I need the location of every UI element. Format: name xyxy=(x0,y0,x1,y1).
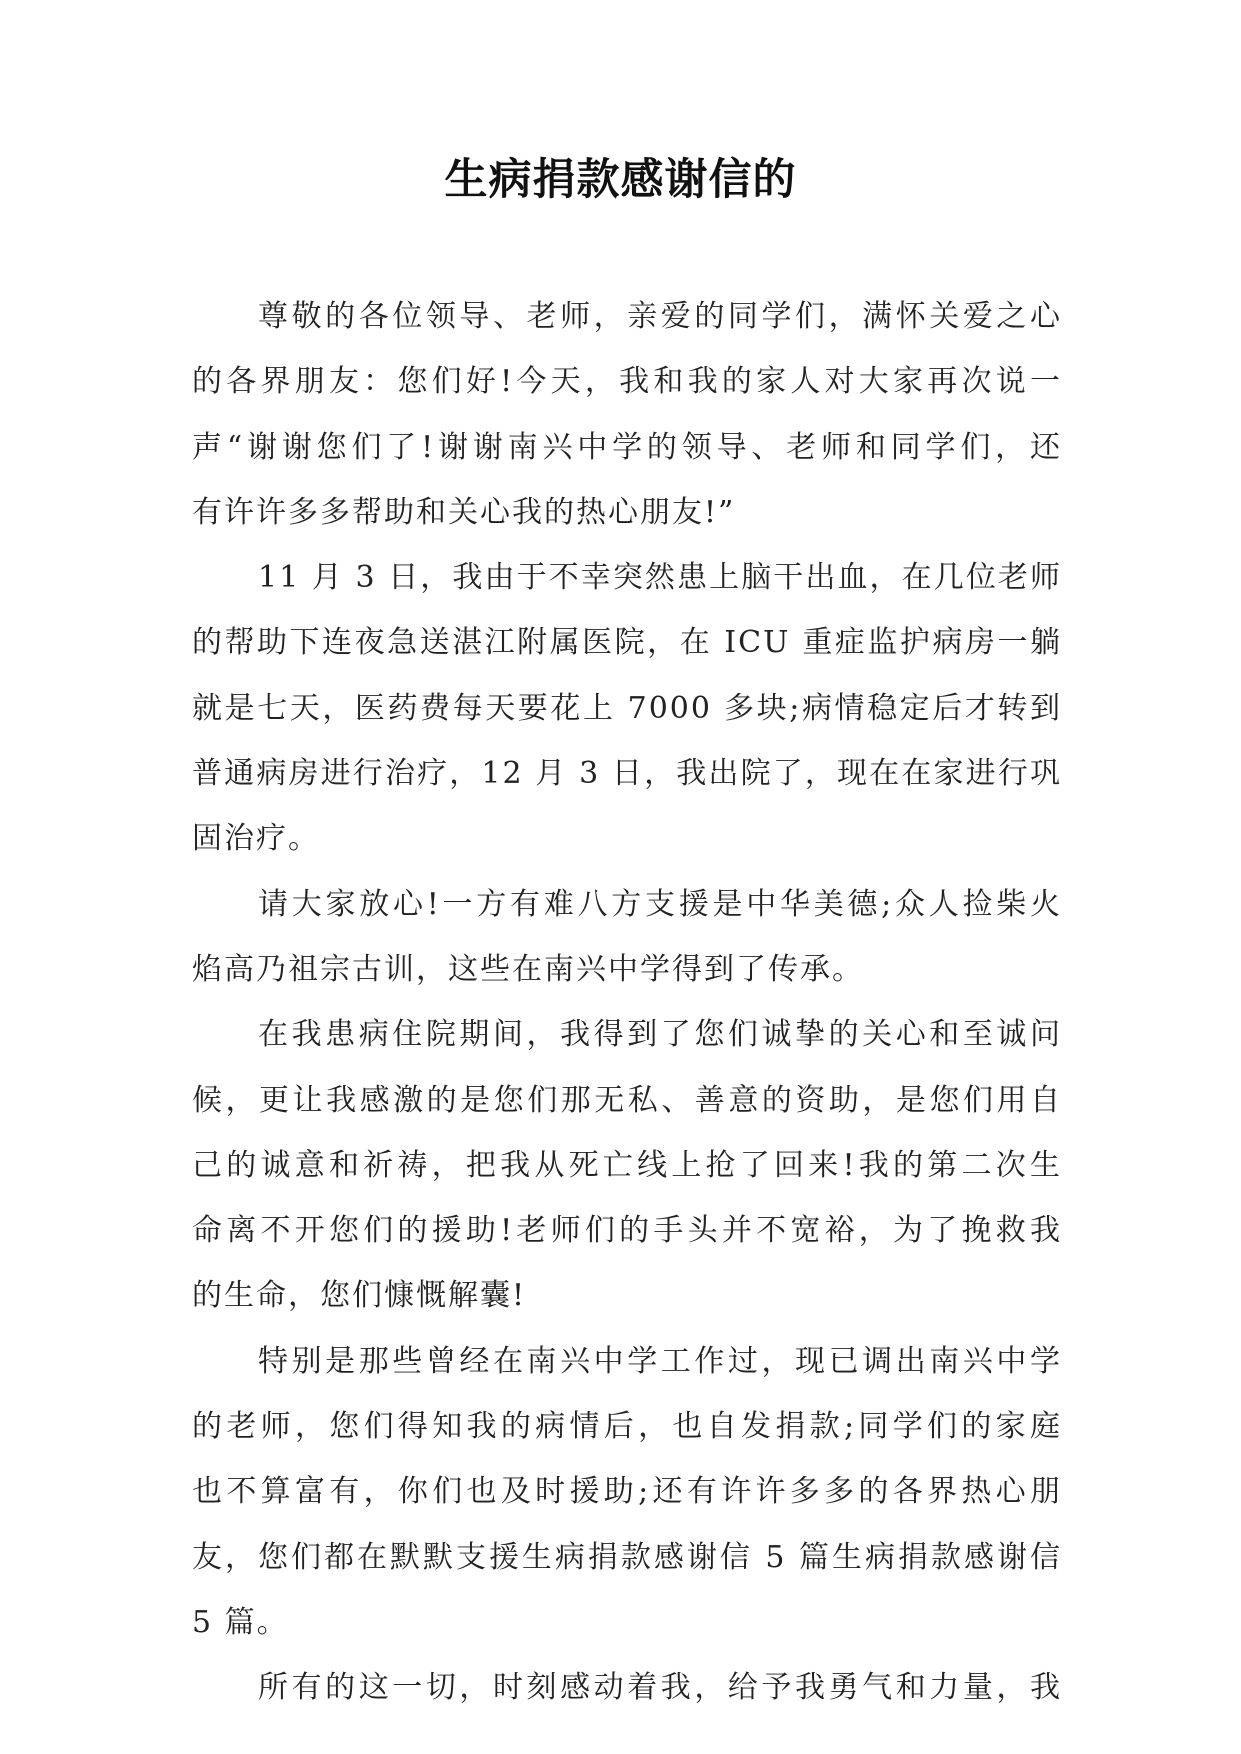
body-line: 的帮助下连夜急送湛江附属医院，在 ICU 重症监护病房一躺 xyxy=(192,625,1062,661)
body-line: 尊敬的各位领导、老师，亲爱的同学们，满怀关爱之心 xyxy=(258,299,1062,334)
body-line: 友，您们都在默默支援生病捐款感谢信 5 篇生病捐款感谢信 xyxy=(192,1539,1062,1575)
body-line: 在我患病住院期间，我得到了您们诚挚的关心和至诚问 xyxy=(258,1017,1062,1053)
body-line: 的老师，您们得知我的病情后，也自发捐款;同学们的家庭 xyxy=(192,1409,1062,1445)
body-line: 命离不开您们的援助!老师们的手头并不宽裕，为了挽救我 xyxy=(192,1213,1062,1249)
body-line: 特别是那些曾经在南兴中学工作过，现已调出南兴中学 xyxy=(258,1343,1062,1379)
body-line: 候，更让我感激的是您们那无私、善意的资助，是您们用自 xyxy=(192,1082,1062,1118)
document-title: 生病捐款感谢信的 xyxy=(444,155,797,205)
body-line: 有许许多多帮助和关心我的热心朋友!” xyxy=(192,494,736,530)
body-line: 己的诚意和祈祷，把我从死亡线上抢了回来!我的第二次生 xyxy=(192,1147,1062,1183)
body-line: 5 篇。 xyxy=(192,1604,289,1640)
body-line: 11 月 3 日，我由于不幸突然患上脑干出血，在几位老师 xyxy=(258,560,1062,596)
body-line: 就是七天，医药费每天要花上 7000 多块;病情稳定后才转到 xyxy=(192,690,1062,726)
body-line: 的生命，您们慷慨解囊! xyxy=(192,1278,527,1314)
document-body xyxy=(192,284,1062,1721)
body-line: 固治疗。 xyxy=(192,821,320,857)
body-line: 焰高乃祖宗古训，这些在南兴中学得到了传承。 xyxy=(192,951,864,987)
body-line: 普通病房进行治疗，12 月 3 日，我出院了，现在在家进行巩 xyxy=(192,756,1062,792)
body-line: 的各界朋友：您们好!今天，我和我的家人对大家再次说一 xyxy=(192,364,1062,400)
body-line: 请大家放心!一方有难八方支援是中华美德;众人捡柴火 xyxy=(258,886,1062,922)
body-line: 所有的这一切，时刻感动着我，给予我勇气和力量，我 xyxy=(258,1670,1062,1706)
body-line: 也不算富有，你们也及时援助;还有许许多多的各界热心朋 xyxy=(192,1474,1062,1510)
body-line: 声“谢谢您们了!谢谢南兴中学的领导、老师和同学们，还 xyxy=(192,429,1062,465)
